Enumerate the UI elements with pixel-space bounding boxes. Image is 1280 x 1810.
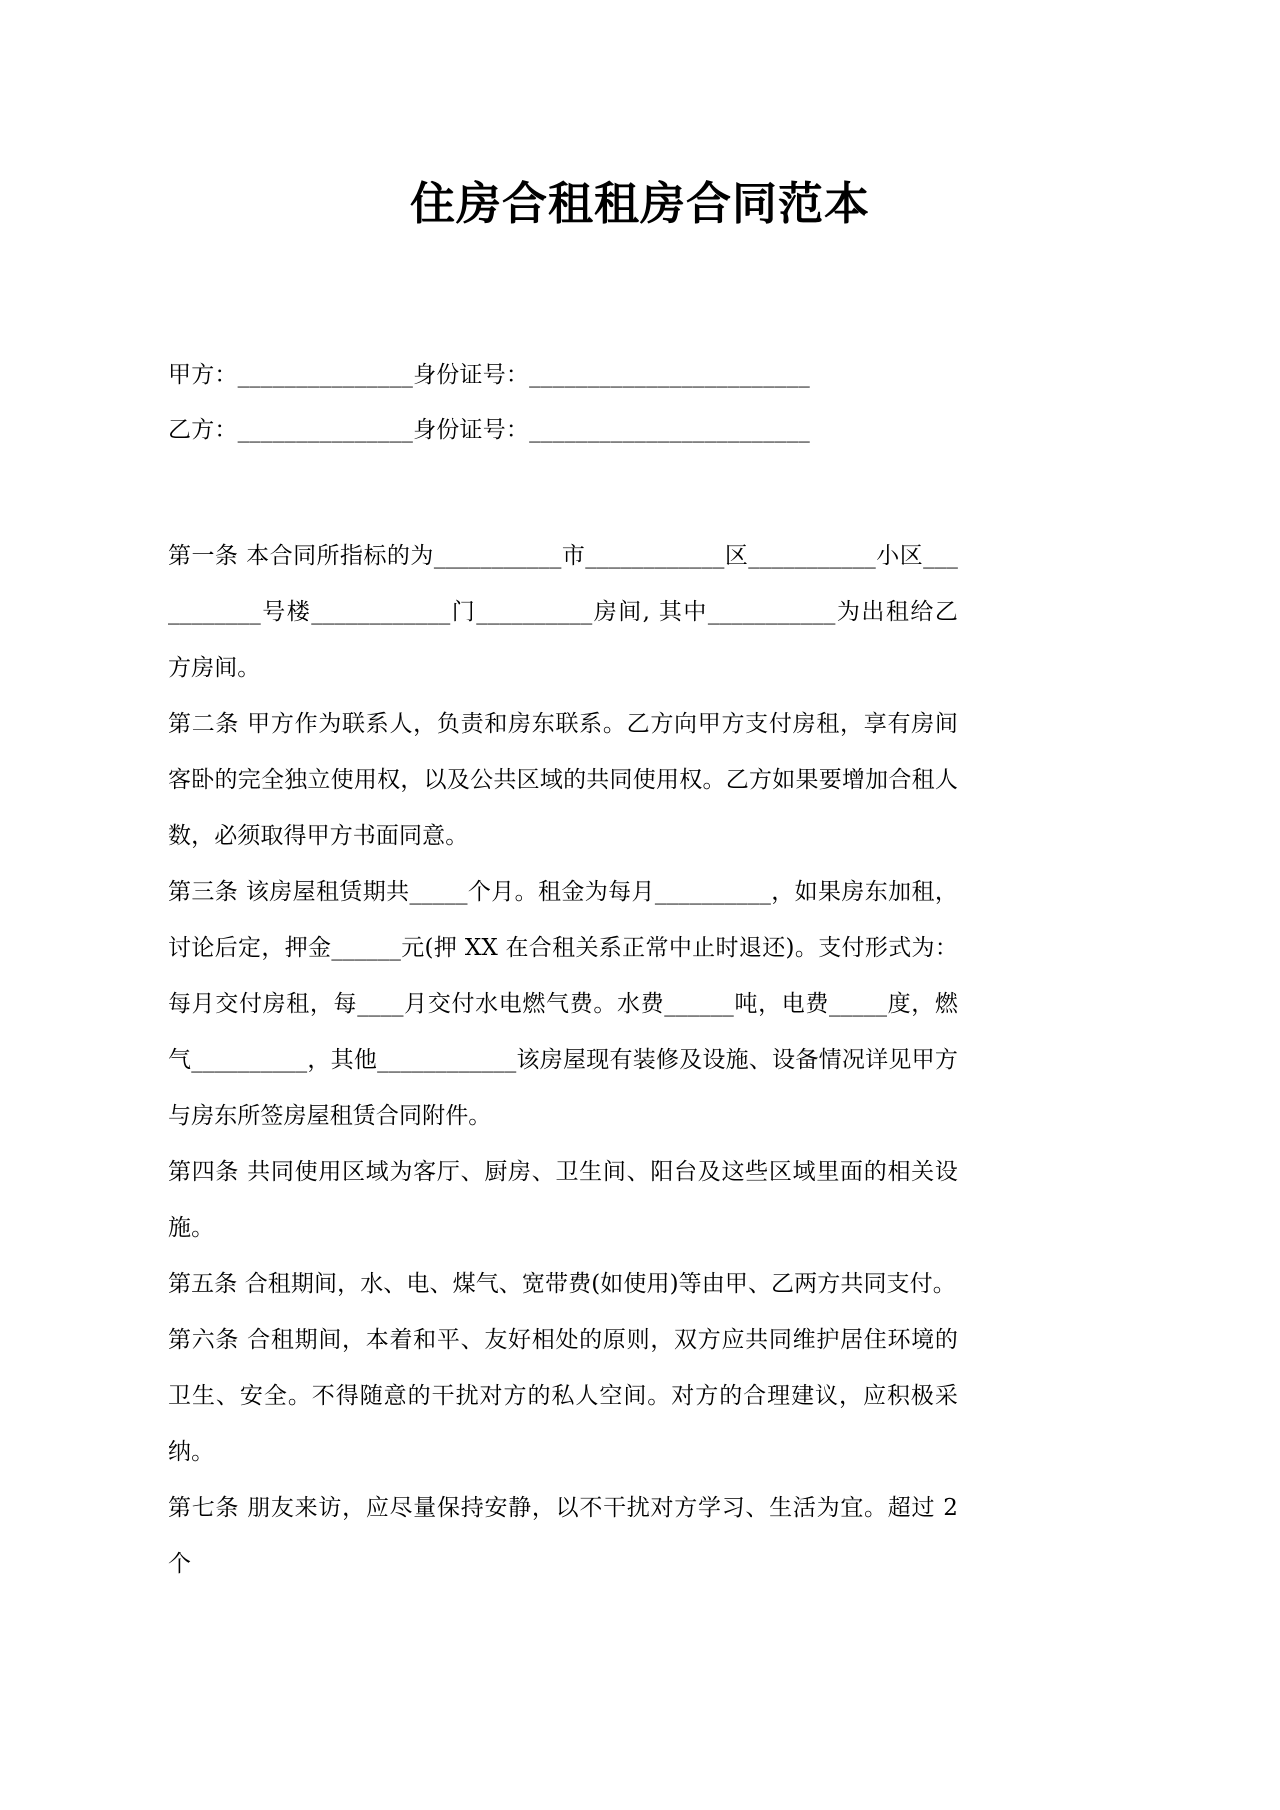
article-1-paragraph: 第一条 本合同所指标的为___________市____________区___________小区___________号楼____________门__________房间, 其中___________为出租给乙方房间。 <box>168 543 958 681</box>
article-5-paragraph: 第五条 合租期间，水、电、煤气、宽带费(如使用)等由甲、乙两方共同支付。 <box>168 1271 956 1297</box>
article-2-paragraph: 第二条 甲方作为联系人，负责和房东联系。乙方向甲方支付房租，享有房间客卧的完全独立使用权，以及公共区域的共同使用权。乙方如果要增加合租人数，必须取得甲方书面同意。 <box>168 711 958 849</box>
article-3-paragraph: 第三条 该房屋租赁期共_____个月。租金为每月__________，如果房东加租，讨论后定，押金______元(押 XX 在合租关系正常中止时退还)。支付形式为：每月交付房租，每____月交付水电燃气费。水费______吨，电费_____度，燃气__________，其他____________该房屋现有装修及设施、设备情况详见甲方与房东所签房屋租赁合同附件。 <box>168 879 958 1129</box>
articles-section <box>168 528 958 1592</box>
parties-section <box>168 348 958 458</box>
party-a-line: 甲方：_______________身份证号：________________________ <box>168 362 810 388</box>
page-title: 住房合租租房合同范本 <box>409 177 870 231</box>
party-b-line: 乙方：_______________身份证号：________________________ <box>168 417 810 443</box>
article-6-paragraph: 第六条 合租期间，本着和平、友好相处的原则，双方应共同维护居住环境的卫生、安全。不得随意的干扰对方的私人空间。对方的合理建议，应积极采纳。 <box>168 1327 958 1465</box>
article-7-paragraph: 第七条 朋友来访，应尽量保持安静，以不干扰对方学习、生活为宜。超过 2 个 <box>168 1495 958 1577</box>
article-4-paragraph: 第四条 共同使用区域为客厅、厨房、卫生间、阳台及这些区域里面的相关设施。 <box>168 1159 958 1241</box>
